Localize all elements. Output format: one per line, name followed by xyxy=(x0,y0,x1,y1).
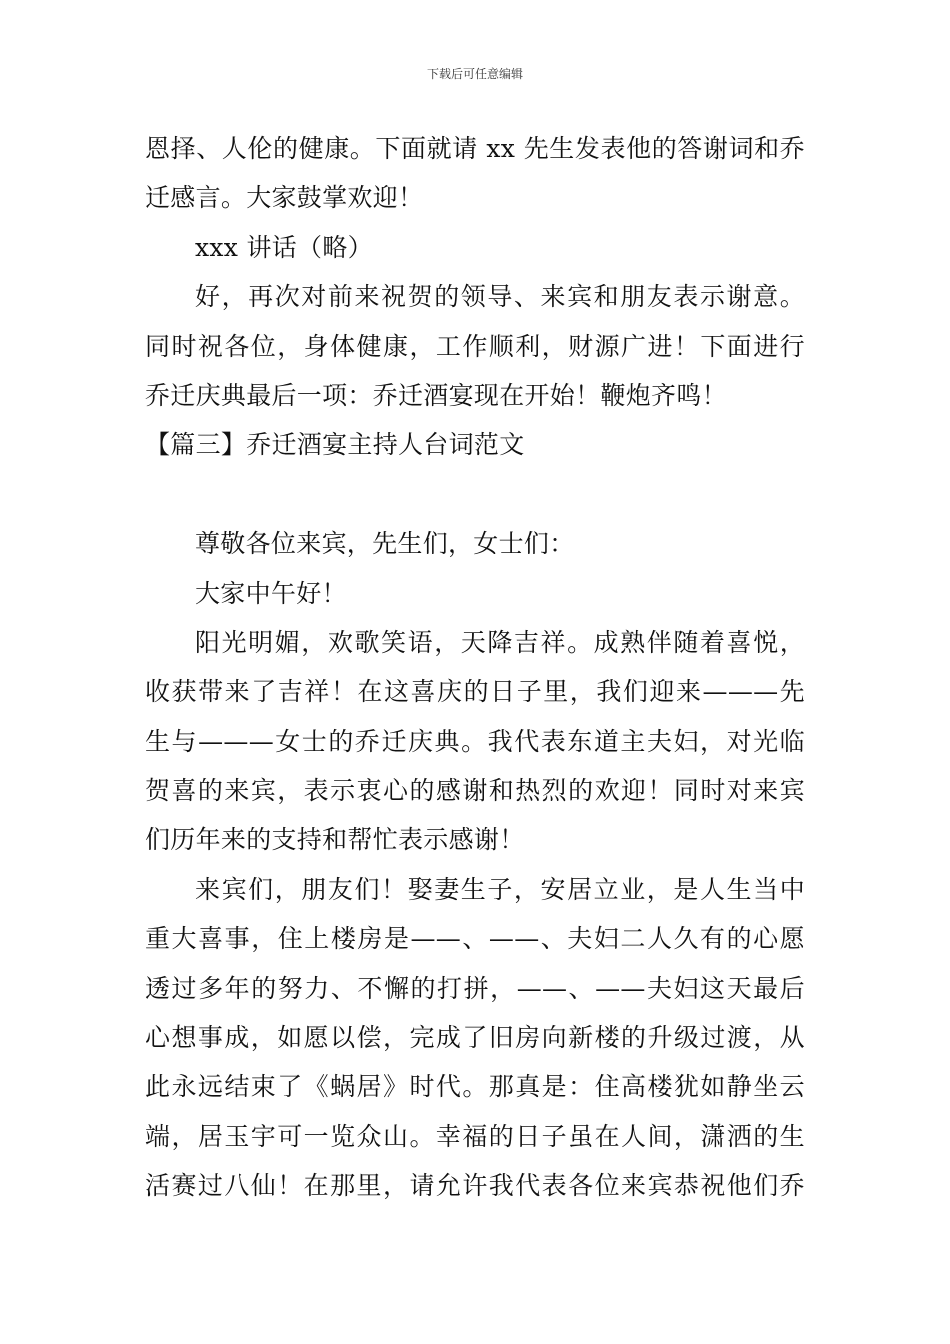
document-body xyxy=(145,124,805,1211)
text-line: 端，居玉宇可一览众山。幸福的日子虽在人间，潇洒的生 xyxy=(145,1121,805,1151)
text-line: 好，再次对前来祝贺的领导、来宾和朋友表示谢意。 xyxy=(195,282,805,312)
text-line: 收获带来了吉祥！在这喜庆的日子里，我们迎来———先 xyxy=(145,677,805,707)
text-line: 阳光明媚，欢歌笑语，天降吉祥。成熟伴随着喜悦， xyxy=(195,627,805,657)
paragraph xyxy=(145,618,805,865)
paragraph xyxy=(145,569,805,618)
text-line: xxx 讲话（略） xyxy=(195,232,373,262)
text-line: 透过多年的努力、不懈的打拼，——、——夫妇这天最后 xyxy=(145,973,805,1003)
text-line: 恩择、人伦的健康。下面就请 xx 先生发表他的答谢词和乔 xyxy=(145,134,805,163)
text-line: 来宾们，朋友们！娶妻生子，安居立业，是人生当中 xyxy=(195,874,805,904)
paragraph xyxy=(145,223,805,272)
text-line: 心想事成，如愿以偿，完成了旧房向新楼的升级过渡，从 xyxy=(145,1023,805,1053)
text-line: 迁感言。大家鼓掌欢迎！ xyxy=(145,183,424,213)
paragraph xyxy=(145,124,805,223)
paragraph xyxy=(145,519,805,568)
text-line: 乔迁庆典最后一项：乔迁酒宴现在开始！鞭炮齐鸣！ xyxy=(145,380,727,410)
text-line: 生与———女士的乔迁庆典。我代表东道主夫妇，对光临 xyxy=(145,726,805,756)
paragraph xyxy=(145,865,805,1211)
text-line: 此永远结束了《蜗居》时代。那真是：住高楼犹如静坐云 xyxy=(145,1072,805,1102)
text-line: 活赛过八仙！在那里，请允许我代表各位来宾恭祝他们乔 xyxy=(145,1171,805,1201)
text-line: 尊敬各位来宾，先生们，女士们： xyxy=(195,529,575,559)
text-line: 重大喜事，住上楼房是——、——、夫妇二人久有的心愿 xyxy=(145,924,805,954)
page-header-note: 下载后可任意编辑 xyxy=(426,67,523,81)
text-line: 大家中午好！ xyxy=(195,578,347,608)
text-line: 贺喜的来宾，表示衷心的感谢和热烈的欢迎！同时对来宾 xyxy=(145,776,805,806)
blank-line xyxy=(145,470,805,519)
text-line: 们历年来的支持和帮忙表示感谢！ xyxy=(145,825,525,855)
paragraph xyxy=(145,272,805,420)
text-line: 同时祝各位，身体健康，工作顺利，财源广进！下面进行 xyxy=(145,331,805,361)
section-heading: 【篇三】乔迁酒宴主持人台词范文 xyxy=(145,430,525,460)
